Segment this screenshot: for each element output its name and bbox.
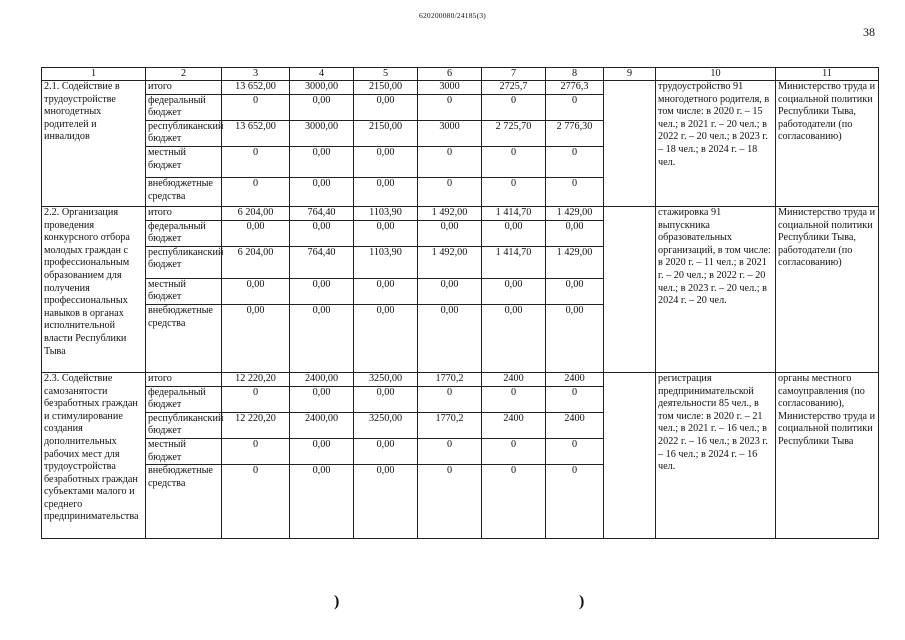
empty-col-9-cell [604,81,656,207]
amount-cell: 0,00 [482,304,546,372]
amount-cell: 0 [222,438,290,464]
amount-cell: 0,00 [222,220,290,246]
funding-source-cell: республиканский бюджет [146,246,222,278]
amount-cell: 0,00 [546,304,604,372]
amount-cell: 0 [482,386,546,412]
amount-cell: 0 [418,146,482,177]
funding-source-cell: итого [146,81,222,95]
col-header: 4 [290,68,354,81]
amount-cell: 3000,00 [290,81,354,95]
amount-cell: 0,00 [290,220,354,246]
amount-cell: 0,00 [290,438,354,464]
amount-cell: 2400 [482,372,546,386]
table-row [42,206,879,220]
amount-cell: 1770,2 [418,372,482,386]
table-row [42,372,879,386]
amount-cell: 1 414,70 [482,246,546,278]
amount-cell: 0 [222,146,290,177]
amount-cell: 0 [482,94,546,120]
amount-cell: 0 [418,177,482,206]
amount-cell: 2776,3 [546,81,604,95]
amount-cell: 0 [418,94,482,120]
amount-cell: 2150,00 [354,81,418,95]
amount-cell: 2400 [546,372,604,386]
activity-cell: 2.3. Содействие самозанятости безработных граждан и стимулирование создания дополнительных рабочих мест для трудоустройства безработных граждан субъектами малого и среднего предпринимательства [42,372,146,538]
amount-cell: 2150,00 [354,120,418,146]
amount-cell: 0,00 [482,278,546,304]
amount-cell: 3250,00 [354,372,418,386]
amount-cell: 0 [546,146,604,177]
amount-cell: 0,00 [290,465,354,539]
amount-cell: 1103,90 [354,206,418,220]
bottom-mark-left: ) [334,593,340,610]
col-header: 10 [656,68,776,81]
funding-source-cell: внебюджетные средства [146,304,222,372]
funding-source-cell: внебюджетные средства [146,465,222,539]
amount-cell: 0 [546,438,604,464]
funding-source-cell: федеральный бюджет [146,94,222,120]
amount-cell: 0,00 [290,94,354,120]
amount-cell: 0 [546,386,604,412]
amount-cell: 0 [418,465,482,539]
amount-cell: 1 429,00 [546,206,604,220]
amount-cell: 0,00 [354,386,418,412]
amount-cell: 13 652,00 [222,81,290,95]
funding-source-cell: итого [146,206,222,220]
amount-cell: 1 492,00 [418,206,482,220]
amount-cell: 0,00 [290,177,354,206]
amount-cell: 0 [546,465,604,539]
funding-source-cell: местный бюджет [146,146,222,177]
amount-cell: 0,00 [290,278,354,304]
funding-source-cell: местный бюджет [146,438,222,464]
amount-cell: 1 429,00 [546,246,604,278]
document-id: 620200080/24185(3) [419,11,486,20]
amount-cell: 6 204,00 [222,206,290,220]
amount-cell: 3000 [418,120,482,146]
col-header: 6 [418,68,482,81]
amount-cell: 0,00 [418,278,482,304]
responsible-cell: Министерство труда и социальной политики Республики Тыва, работодатели (по согласованию) [776,81,879,207]
amount-cell: 0 [222,177,290,206]
amount-cell: 0,00 [546,220,604,246]
amount-cell: 0,00 [222,304,290,372]
amount-cell: 6 204,00 [222,246,290,278]
amount-cell: 0 [418,386,482,412]
amount-cell: 2400,00 [290,412,354,438]
amount-cell: 1103,90 [354,246,418,278]
amount-cell: 0,00 [354,146,418,177]
col-header: 11 [776,68,879,81]
amount-cell: 764,40 [290,206,354,220]
amount-cell: 0,00 [354,177,418,206]
amount-cell: 3000,00 [290,120,354,146]
amount-cell: 2400 [546,412,604,438]
activity-cell: 2.1. Содействие в трудоустройстве многодетных родителей и инвалидов [42,81,146,207]
amount-cell: 0,00 [418,220,482,246]
amount-cell: 0,00 [222,278,290,304]
responsible-cell: органы местного самоуправления (по согласованию), Министерство труда и социальной политики Республики Тыва [776,372,879,538]
amount-cell: 3000 [418,81,482,95]
col-header: 1 [42,68,146,81]
amount-cell: 0 [222,465,290,539]
col-header: 9 [604,68,656,81]
amount-cell: 0,00 [290,386,354,412]
amount-cell: 1770,2 [418,412,482,438]
result-cell: трудоустройство 91 многодетного родителя, в том числе: в 2020 г. – 15 чел.; в 2021 г. – 20 чел.; в 2022 г. – 20 чел.; в 2023 г. – 18 чел.; в 2024 г. – 18 чел. [656,81,776,207]
amount-cell: 0 [482,438,546,464]
amount-cell: 0 [482,146,546,177]
amount-cell: 0 [222,386,290,412]
amount-cell: 0,00 [354,438,418,464]
result-cell: стажировка 91 выпускника образовательных организаций, в том числе: в 2020 г. – 11 чел.; в 2021 г. – 20 чел.; в 2022 г. – 20 чел.; в 2023 г. – 20 чел.; в 2024 г. – 20 чел. [656,206,776,372]
amount-cell: 2725,7 [482,81,546,95]
col-header: 2 [146,68,222,81]
activity-cell: 2.2. Организация проведения конкурсного отбора молодых граждан с профессиональным образованием для получения профессиональных навыков в органах исполнительной власти Республики Тыва [42,206,146,372]
amount-cell: 0,00 [354,94,418,120]
amount-cell: 0 [546,94,604,120]
amount-cell: 0,00 [354,465,418,539]
amount-cell: 0,00 [354,304,418,372]
amount-cell: 0 [222,94,290,120]
amount-cell: 0,00 [546,278,604,304]
amount-cell: 2400,00 [290,372,354,386]
amount-cell: 0 [418,438,482,464]
amount-cell: 0 [482,465,546,539]
amount-cell: 2 776,30 [546,120,604,146]
amount-cell: 0,00 [482,220,546,246]
funding-source-cell: республиканский бюджет [146,412,222,438]
funding-source-cell: местный бюджет [146,278,222,304]
amount-cell: 0 [546,177,604,206]
empty-col-9-cell [604,372,656,538]
col-header: 3 [222,68,290,81]
amount-cell: 1 492,00 [418,246,482,278]
bottom-mark-right: ) [579,593,585,610]
amount-cell: 2 725,70 [482,120,546,146]
amount-cell: 0,00 [354,278,418,304]
amount-cell: 0 [482,177,546,206]
col-header: 7 [482,68,546,81]
table-row [42,81,879,95]
col-header: 8 [546,68,604,81]
result-cell: регистрация предпринимательской деятельности 85 чел., в том числе: в 2020 г. – 21 чел.; в 2021 г. – 16 чел.; в 2022 г. – 16 чел.; в 2023 г. – 16 чел.; в 2024 г. – 16 чел. [656,372,776,538]
funding-source-cell: республиканский бюджет [146,120,222,146]
page-number: 38 [863,25,875,39]
funding-source-cell: федеральный бюджет [146,220,222,246]
empty-col-9-cell [604,206,656,372]
budget-table [41,67,879,539]
funding-source-cell: федеральный бюджет [146,386,222,412]
amount-cell: 3250,00 [354,412,418,438]
amount-cell: 12 220,20 [222,412,290,438]
funding-source-cell: внебюджетные средства [146,177,222,206]
amount-cell: 12 220,20 [222,372,290,386]
amount-cell: 0,00 [418,304,482,372]
amount-cell: 0,00 [290,146,354,177]
col-header: 5 [354,68,418,81]
amount-cell: 1 414,70 [482,206,546,220]
amount-cell: 13 652,00 [222,120,290,146]
amount-cell: 0,00 [290,304,354,372]
amount-cell: 764,40 [290,246,354,278]
header-row [42,68,879,81]
funding-source-cell: итого [146,372,222,386]
amount-cell: 0,00 [354,220,418,246]
amount-cell: 2400 [482,412,546,438]
responsible-cell: Министерство труда и социальной политики Республики Тыва, работодатели (по согласованию) [776,206,879,372]
